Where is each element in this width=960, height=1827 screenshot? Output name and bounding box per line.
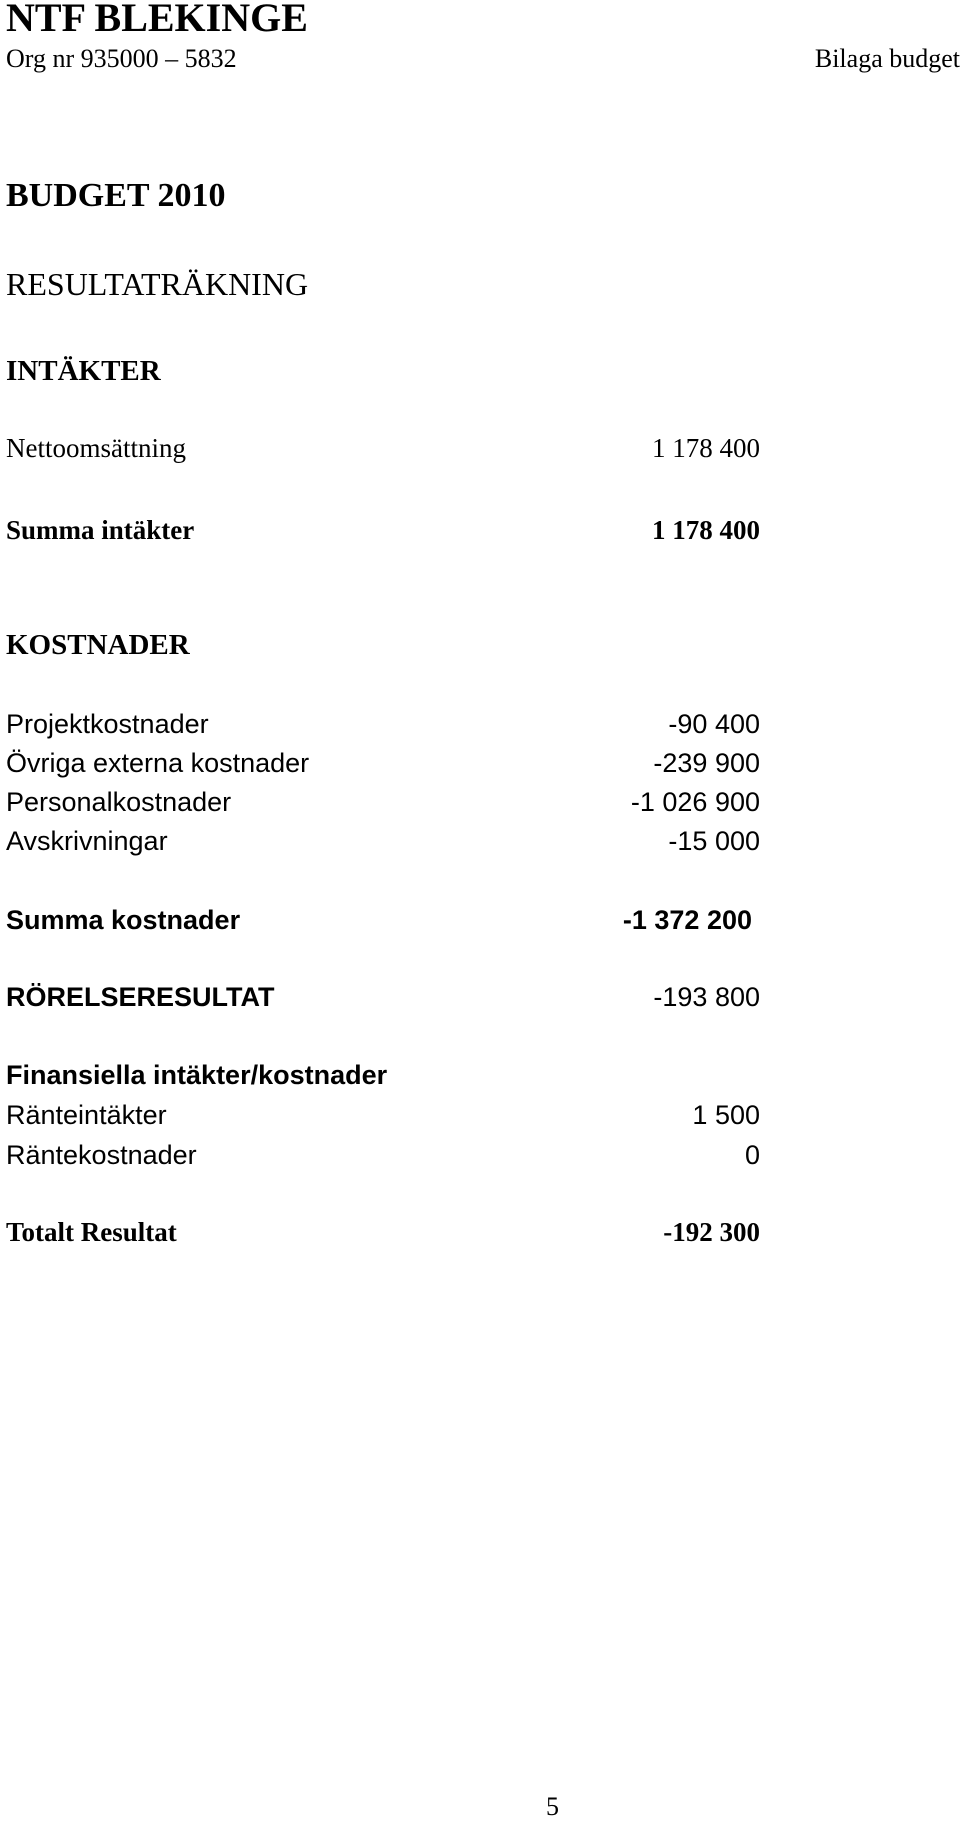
- cost-row-value: -90 400: [668, 709, 760, 739]
- cost-row-value: -15 000: [668, 826, 760, 856]
- costs-total-label: Summa kostnader: [6, 905, 241, 935]
- organization-name: NTF BLEKINGE: [6, 0, 308, 40]
- financial-row-value: 0: [744, 1140, 760, 1170]
- income-total-label: Summa intäkter: [6, 515, 195, 545]
- costs-heading: KOSTNADER: [6, 629, 190, 661]
- financial-row-label: Ränteintäkter: [6, 1100, 167, 1130]
- document-title: BUDGET 2010: [6, 177, 226, 214]
- document-subtitle: RESULTATRÄKNING: [6, 266, 309, 302]
- total-result-value: -192 300: [663, 1217, 760, 1247]
- organization-number: Org nr 935000 – 5832: [6, 44, 237, 73]
- cost-row-value: -1 026 900: [630, 787, 760, 817]
- financial-row-value: 1 500: [692, 1100, 760, 1130]
- cost-row-label: Avskrivningar: [6, 826, 168, 856]
- cost-row-label: Projektkostnader: [6, 709, 209, 739]
- income-total-value: 1 178 400: [652, 515, 760, 545]
- cost-row-label: Personalkostnader: [6, 787, 232, 817]
- cost-row-value: -239 900: [653, 748, 760, 778]
- costs-total-value: -1 372 200: [622, 905, 752, 935]
- cost-row-label: Övriga externa kostnader: [6, 748, 310, 778]
- income-heading: INTÄKTER: [6, 355, 161, 387]
- financial-heading: Finansiella intäkter/kostnader: [6, 1060, 388, 1090]
- operating-result-label: RÖRELSERESULTAT: [6, 982, 275, 1012]
- income-row-label: Nettoomsättning: [6, 433, 186, 463]
- total-result-label: Totalt Resultat: [6, 1217, 177, 1247]
- income-row-value: 1 178 400: [652, 433, 760, 463]
- operating-result-value: -193 800: [653, 982, 760, 1012]
- attachment-label: Bilaga budget: [814, 44, 960, 73]
- financial-row-label: Räntekostnader: [6, 1140, 197, 1170]
- page-number: 5: [546, 1792, 559, 1821]
